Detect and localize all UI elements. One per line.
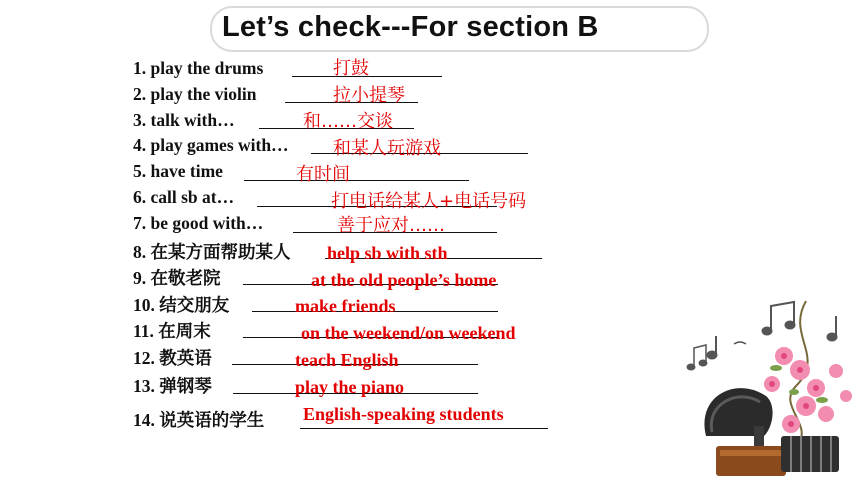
item-question: 3. talk with… <box>133 110 235 130</box>
item-answer: 打鼓 <box>333 58 369 79</box>
answer-line <box>300 428 548 429</box>
item-answer: make friends <box>295 296 396 316</box>
item-answer: help sb with sth <box>327 243 448 263</box>
item-answer: on the weekend/on weekend <box>301 323 516 343</box>
item-answer: teach English <box>295 350 399 370</box>
item-answer: 拉小提琴 <box>333 85 405 106</box>
item-question: 1. play the drums <box>133 58 264 78</box>
item-question: 14. 说英语的学生 <box>133 410 265 430</box>
item-answer: 和某人玩游戏 <box>333 138 441 159</box>
item-question: 7. be good with… <box>133 213 264 233</box>
page-title: Let’s check---For section B <box>222 11 599 43</box>
item-question: 9. 在敬老院 <box>133 268 221 288</box>
gramophone-with-flowers-and-music-notes-icon <box>676 296 860 484</box>
item-question: 5. have time <box>133 161 223 181</box>
item-question: 10. 结交朋友 <box>133 295 230 315</box>
item-answer: English-speaking students <box>303 404 504 424</box>
item-question: 13. 弹钢琴 <box>133 376 212 396</box>
item-answer: play the piano <box>295 377 405 397</box>
item-question: 11. 在周末 <box>133 321 211 341</box>
item-answer: 和……交谈 <box>303 111 393 132</box>
item-answer: 有时间 <box>296 164 350 185</box>
item-question: 12. 教英语 <box>133 348 212 368</box>
item-answer: at the old people’s home <box>311 270 497 290</box>
item-question: 6. call sb at… <box>133 187 235 207</box>
item-question: 8. 在某方面帮助某人 <box>133 242 291 262</box>
item-answer: 打电话给某人+电话号码 <box>331 191 527 212</box>
item-answer: 善于应对…… <box>337 215 445 236</box>
item-question: 2. play the violin <box>133 84 257 104</box>
answer-line <box>244 180 469 181</box>
item-question: 4. play games with… <box>133 135 289 155</box>
